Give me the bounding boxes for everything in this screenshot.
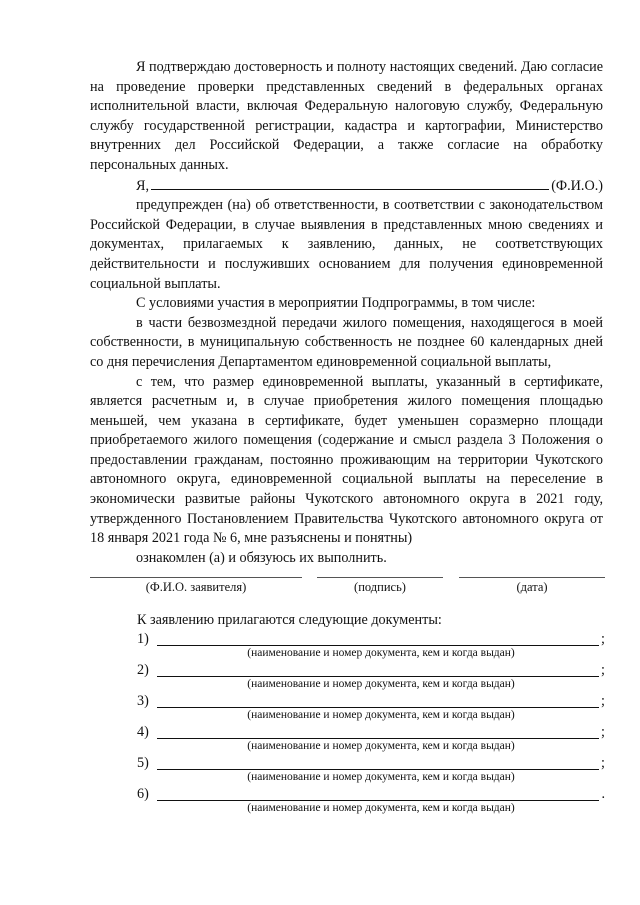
attachment-end-mark: ;	[601, 693, 605, 709]
attachment-input-line[interactable]	[157, 738, 599, 739]
attachments-section	[137, 611, 605, 816]
statement-body	[90, 58, 603, 568]
attachment-number: 1)	[137, 631, 149, 647]
attachment-input-line[interactable]	[157, 769, 599, 770]
attachments-heading: К заявлению прилагаются следующие документы:	[137, 612, 442, 628]
attachment-caption: (наименование и номер документа, кем и когда выдан)	[247, 740, 515, 752]
date-field[interactable]	[459, 577, 605, 595]
attachment-item	[137, 630, 605, 661]
attachment-input-line[interactable]	[157, 676, 599, 677]
applicant-name-field[interactable]	[90, 577, 302, 595]
attachment-input-line[interactable]	[157, 645, 599, 646]
signature-field[interactable]	[317, 577, 443, 595]
attachment-end-mark: ;	[601, 755, 605, 771]
fio-input-line[interactable]	[151, 176, 549, 190]
applicant-name-label: (Ф.И.О. заявителя)	[145, 580, 247, 594]
attachment-end-mark: .	[601, 786, 605, 802]
liability-paragraph: предупрежден (на) об ответственности, в соответствии с законодательством Российской Федерации, в случае выявления в представленных мною сведениях и документах, прилагаемых к заявлению, данных, не соответствующих действительности и послуживших основанием для получения единовременной социальной выплаты.	[90, 197, 603, 292]
attachment-number: 4)	[137, 724, 149, 740]
acknowledgement-paragraph: ознакомлен (а) и обязуюсь их выполнить.	[136, 549, 387, 566]
signature-label: (подпись)	[354, 580, 406, 594]
fio-line	[90, 176, 603, 197]
attachment-end-mark: ;	[601, 631, 605, 647]
attachment-number: 5)	[137, 755, 149, 771]
payment-size-paragraph: с тем, что размер единовременной выплаты, указанный в сертификате, является расчетным и, в случае приобретения жилого помещения площадью меньшей, чем указана в сертификате, будет уменьшен соразмерно площади приобретаемого жилого помещения (содержание и смысл раздела 3 Положения о предоставлении гражданам, постоянно проживающим на территории Чукотского автономного округа, единовременной социальной выплаты на переселение в экономически развитые районы Чукотского автономного округа в 2021 году, утвержденного Постановлением Правительства Чукотского автономного округа от 18 января 2021 года № 6, мне разъяснены и понятны)	[90, 373, 603, 547]
attachment-caption: (наименование и номер документа, кем и когда выдан)	[247, 678, 515, 690]
attachment-item	[137, 785, 605, 816]
attachment-number: 6)	[137, 786, 149, 802]
attachment-number: 2)	[137, 662, 149, 678]
attachment-caption: (наименование и номер документа, кем и когда выдан)	[247, 771, 515, 783]
attachment-number: 3)	[137, 693, 149, 709]
attachment-end-mark: ;	[601, 724, 605, 740]
consent-paragraph: Я подтверждаю достоверность и полноту настоящих сведений. Даю согласие на проведение проверки представленных сведений в федеральных органах исполнительной власти, включая Федеральную налоговую службу, Федеральную службу государственной регистрации, кадастра и картографии, Министерство внутренних дел Российской Федерации, а также согласие на обработку персональных данных.	[90, 59, 603, 173]
attachment-caption: (наименование и номер документа, кем и когда выдан)	[247, 802, 515, 814]
attachment-item	[137, 754, 605, 785]
fio-suffix: (Ф.И.О.)	[551, 177, 603, 194]
fio-prefix: Я,	[136, 177, 150, 194]
date-label: (дата)	[516, 580, 548, 594]
attachment-item	[137, 661, 605, 692]
attachment-input-line[interactable]	[157, 800, 599, 801]
conditions-paragraph: С условиями участия в мероприятии Подпрограммы, в том числе:	[136, 295, 536, 312]
attachment-item	[137, 692, 605, 723]
transfer-paragraph: в части безвозмездной передачи жилого помещения, находящегося в моей собственности, в муниципальную собственность не позднее 60 календарных дней со дня перечисления Департаментом единовременной социальной выплаты,	[90, 314, 603, 370]
attachment-caption: (наименование и номер документа, кем и когда выдан)	[247, 709, 515, 721]
attachment-caption: (наименование и номер документа, кем и когда выдан)	[247, 647, 515, 659]
attachment-input-line[interactable]	[157, 707, 599, 708]
attachment-end-mark: ;	[601, 662, 605, 678]
attachment-item	[137, 723, 605, 754]
